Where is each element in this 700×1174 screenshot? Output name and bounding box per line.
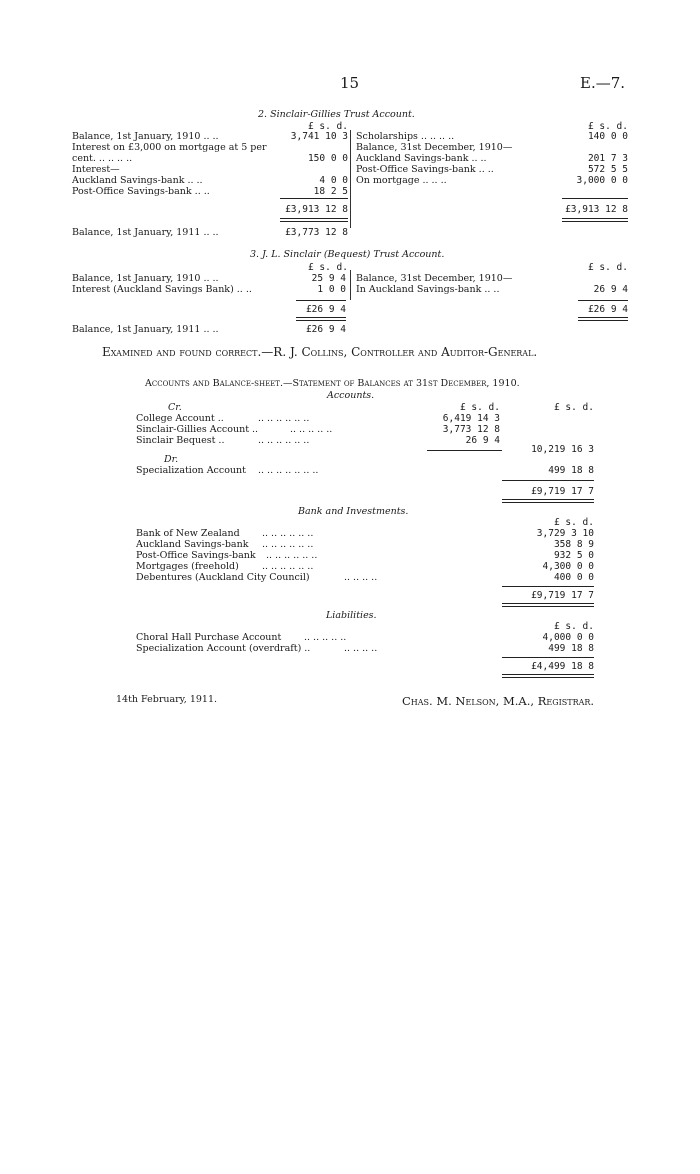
- bank-row-label-1: Auckland Savings-bank: [136, 539, 249, 550]
- liabilities-heading: Liabilities.: [326, 610, 377, 621]
- accounts-heading: Accounts.: [327, 390, 375, 401]
- bank-row-label-4: Debentures (Auckland City Council): [136, 572, 310, 583]
- liab-total-rule: [502, 657, 594, 658]
- sec2-credit-amt-0: 140 0 0: [587, 131, 628, 142]
- series-code: E.—7.: [580, 74, 626, 92]
- sec2-debit-label-0: Balance, 1st January, 1910 .. ..: [72, 131, 219, 142]
- bank-row-amt-3: 4,300 0 0: [542, 561, 594, 572]
- sinclair-gillies-title: 2. Sinclair-Gillies Trust Account.: [258, 109, 415, 120]
- sec3-credit-amt-1: 26 9 4: [593, 284, 628, 295]
- bank-row-amt-1: 358 8 9: [553, 539, 594, 550]
- sec3-debit-double-rule: [296, 317, 346, 321]
- bank-col-head: £ s. d.: [553, 517, 594, 528]
- bank-total: £9,719 17 7: [531, 590, 594, 601]
- sec3-debit-amt-1: 1 0 0: [317, 284, 346, 295]
- bank-row-label-0: Bank of New Zealand: [136, 528, 240, 539]
- bank-double-rule: [502, 603, 594, 607]
- sec2-credit-amt-3: 572 5 5: [587, 164, 628, 175]
- sec3-credit-label-1: In Auckland Savings-bank .. ..: [356, 284, 500, 295]
- sec3-credit-double-rule: [578, 317, 628, 321]
- bank-row-amt-0: 3,729 3 10: [536, 528, 594, 539]
- sec3-credit-col-head: £ s. d.: [587, 262, 628, 273]
- sec3-credit-label-0: Balance, 31st December, 1910—: [356, 273, 513, 284]
- sec3-credit-rule: [578, 300, 628, 301]
- cr-label: Cr.: [168, 402, 182, 413]
- bank-row-label-3: Mortgages (freehold): [136, 561, 239, 572]
- sec2-credit-double-rule: [562, 218, 628, 222]
- cr-row-dots-0: .. .. .. .. .. ..: [258, 413, 310, 424]
- sec2-debit-amt-2: 150 0 0: [307, 153, 348, 164]
- sec2-balance-amt: £3,773 12 8: [285, 227, 348, 238]
- cr-row-label-1: Sinclair-Gillies Account ..: [136, 424, 259, 435]
- auditor-certification: Examined and found correct.—R. J. Collins, Controller and Auditor-General.: [102, 345, 538, 359]
- accounts-double-rule: [502, 499, 594, 503]
- dr-row-label: Specialization Account: [136, 465, 246, 476]
- sec2-credit-rule: [562, 198, 628, 199]
- dr-row-dots: .. .. .. .. .. .. ..: [258, 465, 319, 476]
- sec2-debit-label-2: cent. .. .. .. ..: [72, 153, 133, 164]
- liab-row-label-1: Specialization Account (overdraft) ..: [136, 643, 311, 654]
- bank-row-label-2: Post-Office Savings-bank: [136, 550, 256, 561]
- sec2-debit-amt-5: 18 2 5: [313, 186, 348, 197]
- sec2-debit-amt-4: 4 0 0: [319, 175, 348, 186]
- liab-col-head: £ s. d.: [553, 621, 594, 632]
- bank-heading: Bank and Investments.: [298, 506, 409, 517]
- cr-row-label-2: Sinclair Bequest ..: [136, 435, 225, 446]
- liab-row-dots-0: .. .. .. .. ..: [304, 632, 347, 643]
- cr-row-label-0: College Account ..: [136, 413, 224, 424]
- sec2-debit-rule: [280, 198, 348, 199]
- accounts-total: £9,719 17 7: [531, 486, 594, 497]
- inner-col-head: £ s. d.: [459, 402, 500, 413]
- liab-row-label-0: Choral Hall Purchase Account: [136, 632, 282, 643]
- registrar-signature: Chas. M. Nelson, M.A., Registrar.: [402, 694, 595, 708]
- balance-sheet-title: Accounts and Balance-sheet.—Statement of Balances at 31st December, 1910.: [145, 378, 520, 389]
- bank-row-dots-1: .. .. .. .. .. ..: [262, 539, 314, 550]
- bank-row-dots-3: .. .. .. .. .. ..: [262, 561, 314, 572]
- sec2-credit-amt-4: 3,000 0 0: [576, 175, 628, 186]
- sec2-balance-label: Balance, 1st January, 1911 .. ..: [72, 227, 219, 238]
- bank-total-rule: [502, 586, 594, 587]
- sec2-credit-label-0: Scholarships .. .. .. ..: [356, 131, 455, 142]
- liab-row-amt-1: 499 18 8: [548, 643, 594, 654]
- sec3-debit-rule: [296, 300, 346, 301]
- sec3-credit-total: £26 9 4: [587, 304, 628, 315]
- sec2-debit-label-5: Post-Office Savings-bank .. ..: [72, 186, 210, 197]
- bank-row-amt-2: 932 5 0: [553, 550, 594, 561]
- cr-row-amt-0: 6,419 14 3: [442, 413, 500, 424]
- sec2-credit-label-3: Post-Office Savings-bank .. ..: [356, 164, 494, 175]
- cr-row-amt-1: 3,773 12 8: [442, 424, 500, 435]
- liab-row-amt-0: 4,000 0 0: [542, 632, 594, 643]
- dr-row-amt: 499 18 8: [548, 465, 594, 476]
- sec2-credit-label-2: Auckland Savings-bank .. ..: [356, 153, 487, 164]
- bank-row-amt-4: 400 0 0: [553, 572, 594, 583]
- sec2-credit-label-1: Balance, 31st December, 1910—: [356, 142, 513, 153]
- sec2-debit-label-3: Interest—: [72, 164, 120, 175]
- sec3-debit-col-head: £ s. d.: [307, 262, 348, 273]
- bank-row-dots-0: .. .. .. .. .. ..: [262, 528, 314, 539]
- cr-row-amt-2: 26 9 4: [465, 435, 500, 446]
- sec2-credit-amt-2: 201 7 3: [587, 153, 628, 164]
- sec2-debit-label-1: Interest on £3,000 on mortgage at 5 per: [72, 142, 267, 153]
- liab-row-dots-1: .. .. .. ..: [344, 643, 378, 654]
- bank-row-dots-4: .. .. .. ..: [344, 572, 378, 583]
- dr-label: Dr.: [164, 454, 179, 465]
- sec3-balance-amt: £26 9 4: [305, 324, 346, 335]
- accounts-total-rule: [502, 480, 594, 481]
- sec3-divider: [350, 270, 351, 300]
- sec2-debit-amt-0: 3,741 10 3: [290, 131, 348, 142]
- sinclair-bequest-title: 3. J. L. Sinclair (Bequest) Trust Account.: [250, 249, 445, 260]
- sec2-debit-double-rule: [280, 218, 348, 222]
- sec3-balance-label: Balance, 1st January, 1911 .. ..: [72, 324, 219, 335]
- sec3-debit-total: £26 9 4: [305, 304, 346, 315]
- sec2-debit-col-head: £ s. d.: [307, 121, 348, 132]
- sec2-debit-label-4: Auckland Savings-bank .. ..: [72, 175, 203, 186]
- cr-row-dots-2: .. .. .. .. .. ..: [258, 435, 310, 446]
- bank-row-dots-2: .. .. .. .. .. ..: [266, 550, 318, 561]
- liab-total: £4,499 18 8: [531, 661, 594, 672]
- sec3-debit-label-0: Balance, 1st January, 1910 .. ..: [72, 273, 219, 284]
- cr-total: 10,219 16 3: [531, 444, 594, 455]
- sec2-credit-col-head: £ s. d.: [587, 121, 628, 132]
- sec2-credit-total: £3,913 12 8: [565, 204, 628, 215]
- page-number: 15: [340, 74, 360, 92]
- sec2-credit-label-4: On mortgage .. .. ..: [356, 175, 447, 186]
- sec2-debit-total: £3,913 12 8: [285, 204, 348, 215]
- sec2-divider: [350, 130, 351, 228]
- sec3-debit-amt-0: 25 9 4: [311, 273, 346, 284]
- footer-date: 14th February, 1911.: [116, 694, 218, 705]
- sec3-debit-label-1: Interest (Auckland Savings Bank) .. ..: [72, 284, 252, 295]
- liab-double-rule: [502, 674, 594, 678]
- cr-row-dots-1: .. .. .. .. ..: [290, 424, 333, 435]
- cr-subtotal-rule: [427, 450, 502, 451]
- outer-col-head: £ s. d.: [553, 402, 594, 413]
